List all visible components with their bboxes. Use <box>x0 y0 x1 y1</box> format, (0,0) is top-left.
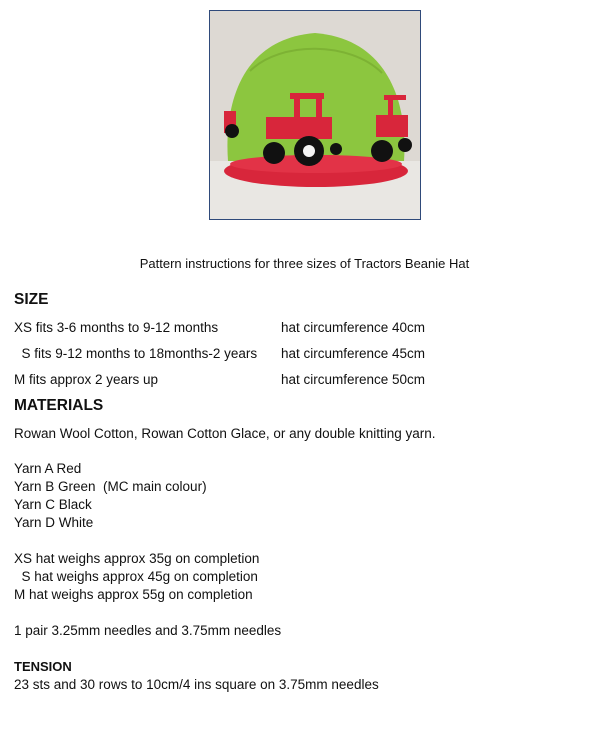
hat-photo <box>209 10 421 220</box>
size-heading: SIZE <box>14 291 49 308</box>
yarn-a: Yarn A Red <box>14 461 82 476</box>
needles-text: 1 pair 3.25mm needles and 3.75mm needles <box>14 623 282 638</box>
weight-m: M hat weighs approx 55g on completion <box>14 587 253 602</box>
yarn-d: Yarn D White <box>14 515 94 530</box>
pattern-caption: Pattern instructions for three sizes of Tractors Beanie Hat <box>139 256 470 271</box>
tension-heading: TENSION <box>14 659 72 674</box>
weight-s: S hat weighs approx 45g on completion <box>14 569 258 584</box>
size-s-circumference: hat circumference 45cm <box>281 346 426 361</box>
size-m-fit: M fits approx 2 years up <box>14 372 159 387</box>
tension-text: 23 sts and 30 rows to 10cm/4 ins square on 3.75mm needles <box>14 677 379 692</box>
size-m-circumference: hat circumference 50cm <box>281 372 426 387</box>
beanie-hat-illustration <box>210 11 420 219</box>
weight-xs: XS hat weighs approx 35g on completion <box>14 551 260 566</box>
size-s-fit: S fits 9-12 months to 18months-2 years <box>14 346 258 361</box>
materials-text: Rowan Wool Cotton, Rowan Cotton Glace, or any double knitting yarn. <box>14 426 436 441</box>
yarn-c: Yarn C Black <box>14 497 92 512</box>
materials-heading: MATERIALS <box>14 397 104 414</box>
size-xs-circumference: hat circumference 40cm <box>281 320 426 335</box>
yarn-b: Yarn B Green (MC main colour) <box>14 479 207 494</box>
size-xs-fit: XS fits 3-6 months to 9-12 months <box>14 320 219 335</box>
